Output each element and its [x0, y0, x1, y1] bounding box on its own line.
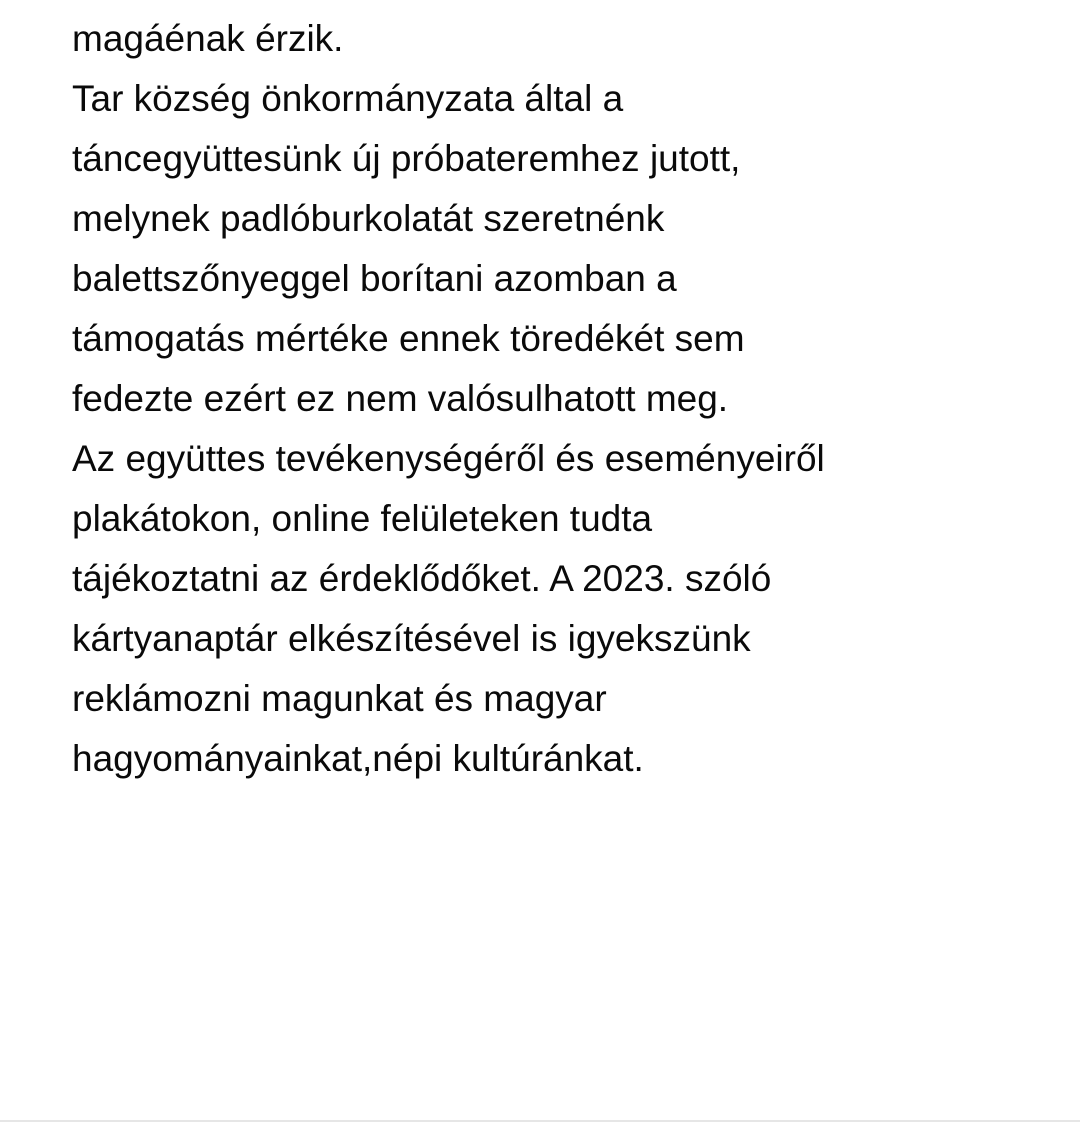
text-line: Az együttes tevékenységéről és eseményeiről	[72, 438, 825, 479]
text-line: Tar község önkormányzata által a	[72, 78, 624, 119]
text-line: tájékoztatni az érdeklődőket. A 2023. szóló	[72, 558, 772, 599]
document-body-text	[72, 9, 1062, 789]
text-line: plakátokon, online felületeken tudta	[72, 498, 653, 539]
text-line: magáénak érzik.	[72, 18, 344, 59]
text-line: kártyanaptár elkészítésével is igyekszünk	[72, 618, 751, 659]
text-line: táncegyüttesünk új próbateremhez jutott,	[72, 138, 741, 179]
text-line: hagyományainkat,népi kultúránkat.	[72, 738, 644, 779]
text-line: támogatás mértéke ennek töredékét sem	[72, 318, 745, 359]
text-line: melynek padlóburkolatát szeretnénk	[72, 198, 665, 239]
text-line: fedezte ezért ez nem valósulhatott meg.	[72, 378, 729, 419]
text-line: reklámozni magunkat és magyar	[72, 678, 607, 719]
text-line: balettszőnyeggel borítani azomban a	[72, 258, 677, 299]
